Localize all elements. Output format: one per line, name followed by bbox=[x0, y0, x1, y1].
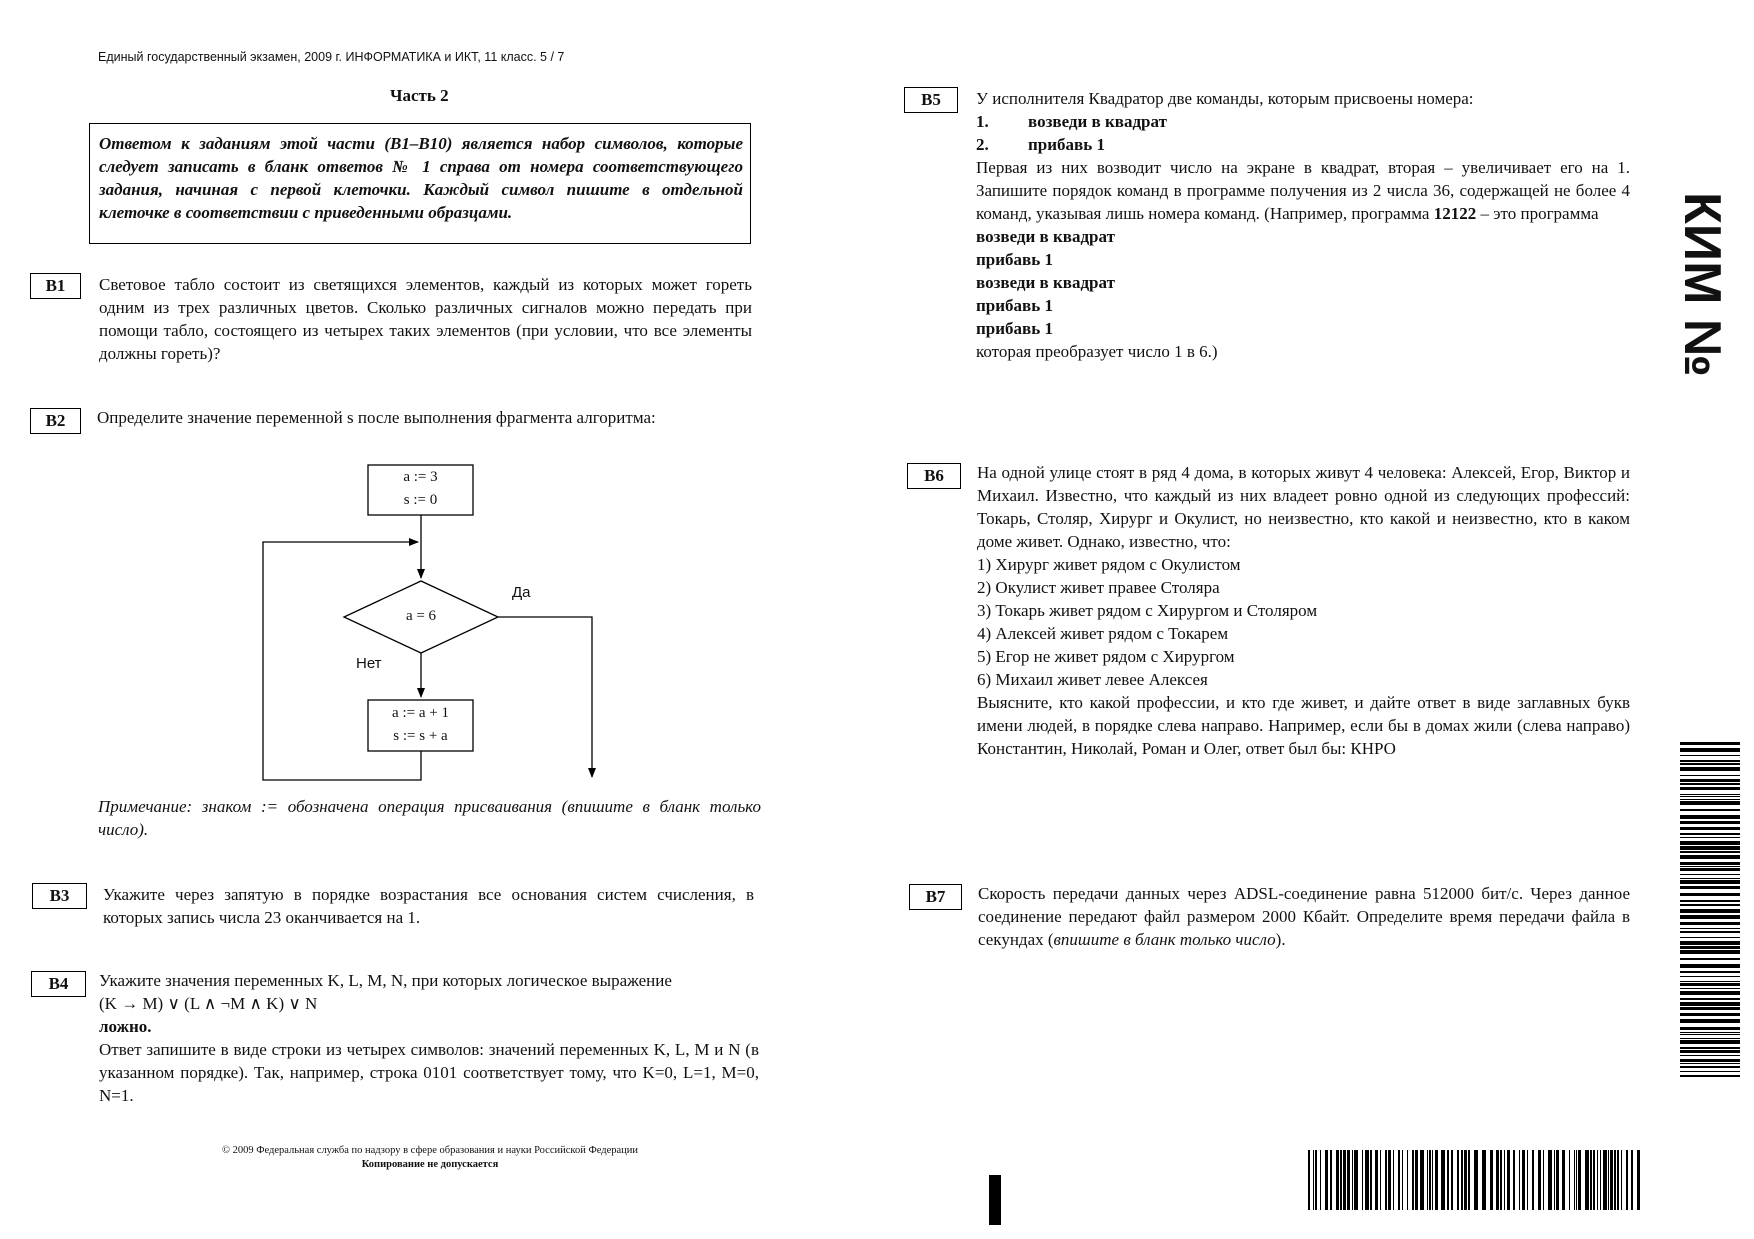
barcode-bar bbox=[1680, 866, 1740, 867]
barcode-bar bbox=[1680, 809, 1740, 811]
barcode-bar bbox=[1680, 1075, 1740, 1077]
task-b5-line3: возведи в квадрат bbox=[976, 273, 1115, 292]
barcode-bar bbox=[1631, 1150, 1633, 1210]
barcode-bar bbox=[1370, 1150, 1372, 1210]
barcode-bar bbox=[1680, 878, 1740, 879]
flowchart-yes-label: Да bbox=[512, 584, 531, 601]
barcode-bar bbox=[1680, 868, 1740, 871]
barcode-bar bbox=[1451, 1150, 1453, 1210]
barcode-bar bbox=[1427, 1150, 1428, 1210]
barcode-bar bbox=[1398, 1150, 1400, 1210]
task-text-b5 bbox=[976, 87, 1630, 363]
barcode-bar bbox=[1680, 851, 1740, 853]
barcode-bar bbox=[1464, 1150, 1467, 1210]
task-text-b3: Укажите через запятую в порядке возрастания все основания систем счисления, в которых запись числа 23 оканчивается на 1. bbox=[103, 885, 754, 927]
barcode-bar bbox=[1468, 1150, 1470, 1210]
horizontal-barcode bbox=[1308, 1150, 1643, 1210]
task-label-b4: B4 bbox=[31, 971, 86, 997]
barcode-bar bbox=[1680, 1047, 1740, 1049]
barcode-bar bbox=[1343, 1150, 1346, 1210]
task-b5-cmd2: 2. прибавь 1 bbox=[976, 135, 1105, 154]
scan-mark bbox=[989, 1175, 1001, 1225]
task-b6-fact-6: 6) Михаил живет левее Алексея bbox=[977, 670, 1208, 689]
barcode-bar bbox=[1415, 1150, 1418, 1210]
barcode-bar bbox=[1420, 1150, 1424, 1210]
part-title: Часть 2 bbox=[390, 86, 449, 105]
barcode-bar bbox=[1680, 928, 1740, 929]
barcode-bar bbox=[1680, 880, 1740, 884]
task-b5-description: Первая из них возводит число на экране в квадрат, вторая – увеличивает его на 1. Запишите порядок команд в программе получения из 2 числа 36, содержащей не более 4 команд, указывая лишь номера команд. (Например, программа 12122 – это программа bbox=[976, 158, 1630, 223]
barcode-bar bbox=[1680, 1032, 1740, 1033]
barcode-bar bbox=[1680, 1019, 1740, 1023]
barcode-bar bbox=[1680, 862, 1740, 865]
barcode-bar bbox=[1461, 1150, 1463, 1210]
barcode-bar bbox=[1680, 1055, 1740, 1056]
footer-copyright: © 2009 Федеральная служба по надзору в сфере образования и науки Российской Федерации bbox=[221, 1145, 639, 1156]
barcode-bar bbox=[1680, 815, 1740, 819]
barcode-bar bbox=[1680, 941, 1740, 945]
barcode-bar bbox=[1388, 1150, 1391, 1210]
barcode-bar bbox=[1532, 1150, 1534, 1210]
barcode-bar bbox=[1680, 846, 1740, 850]
barcode-bar bbox=[1496, 1150, 1499, 1210]
barcode-bar bbox=[1393, 1150, 1394, 1210]
barcode-bar bbox=[1513, 1150, 1515, 1210]
barcode-bar bbox=[1680, 976, 1740, 977]
task-b4-answer-note: Ответ запишите в виде строки из четырех символов: значений переменных K, L, M и N (в указанном порядке). Так, например, строка 0101 соответствует тому, что K=0, L=1, M=0, N=1. bbox=[99, 1040, 759, 1105]
task-text-b2: Определите значение переменной s после выполнения фрагмента алгоритма: bbox=[97, 408, 656, 427]
barcode-bar bbox=[1593, 1150, 1595, 1210]
vertical-barcode bbox=[1680, 742, 1740, 1079]
task-b5-line1: возведи в квадрат bbox=[976, 227, 1115, 246]
barcode-bar bbox=[1597, 1150, 1598, 1210]
task-note-b2: Примечание: знаком := обозначена операция присваивания (впишите в бланк только число). bbox=[98, 797, 761, 839]
barcode-bar bbox=[1680, 779, 1740, 782]
barcode-bar bbox=[1680, 775, 1740, 776]
task-label-b3: B3 bbox=[32, 883, 87, 909]
barcode-bar bbox=[1680, 991, 1740, 995]
task-b6-fact-1: 1) Хирург живет рядом с Окулистом bbox=[977, 555, 1241, 574]
barcode-bar bbox=[1500, 1150, 1502, 1210]
barcode-bar bbox=[1576, 1150, 1577, 1210]
barcode-bar bbox=[1574, 1150, 1575, 1210]
barcode-bar bbox=[1680, 763, 1740, 765]
barcode-bar bbox=[1680, 855, 1740, 859]
task-b6-outro: Выясните, кто какой профессии, и кто где живет, и дайте ответ в виде заглавных букв имени людей, в порядке слева направо. Например, если бы в домах жили (слева направо) Константин, Николай, Роман и Олег, ответ был бы: КНРО bbox=[977, 693, 1630, 758]
barcode-bar bbox=[1680, 841, 1740, 845]
task-b5-line2: прибавь 1 bbox=[976, 250, 1053, 269]
barcode-bar bbox=[1680, 964, 1740, 968]
barcode-bar bbox=[1680, 1059, 1740, 1062]
barcode-bar bbox=[1375, 1150, 1378, 1210]
barcode-bar bbox=[1680, 755, 1740, 756]
task-b5-line5: прибавь 1 bbox=[976, 319, 1053, 338]
barcode-bar bbox=[1556, 1150, 1559, 1210]
task-b4-expression: (K → M) ∨ (L ∧ ¬M ∧ K) ∨ N bbox=[99, 994, 318, 1013]
barcode-bar bbox=[1365, 1150, 1369, 1210]
barcode-bar bbox=[1315, 1150, 1317, 1210]
barcode-bar bbox=[1680, 1040, 1740, 1044]
task-text-b4 bbox=[99, 969, 759, 1107]
barcode-bar bbox=[1504, 1150, 1505, 1210]
task-b6-intro: На одной улице стоят в ряд 4 дома, в которых живут 4 человека: Алексей, Егор, Виктор и Михаил. Известно, что каждый из них владеет ровно одной из следующих профессий: Токарь, Столяр, Хирург и Окулист, но неизвестно, кто какой и неизвестно, кто в каком доме живет. Однако, известно, что: bbox=[977, 463, 1630, 551]
page-header: Единый государственный экзамен, 2009 г. ИНФОРМАТИКА и ИКТ, 11 класс. 5 / 7 bbox=[98, 50, 565, 64]
barcode-bar bbox=[1680, 946, 1740, 949]
flowchart-body-s: s := s + a bbox=[369, 726, 472, 747]
barcode-bar bbox=[1362, 1150, 1363, 1210]
barcode-bar bbox=[1429, 1150, 1431, 1210]
barcode-bar bbox=[1554, 1150, 1555, 1210]
barcode-bar bbox=[1538, 1150, 1541, 1210]
barcode-bar bbox=[1347, 1150, 1350, 1210]
barcode-bar bbox=[1680, 799, 1740, 800]
barcode-bar bbox=[1680, 1050, 1740, 1053]
barcode-bar bbox=[1680, 981, 1740, 982]
task-label-b6: B6 bbox=[907, 463, 961, 489]
barcode-bar bbox=[1680, 937, 1740, 938]
barcode-bar bbox=[1614, 1150, 1616, 1210]
barcode-bar bbox=[1354, 1150, 1358, 1210]
barcode-bar bbox=[1680, 1071, 1740, 1072]
task-text-b1: Световое табло состоит из светящихся элементов, каждый из которых может гореть одним из трех различных цветов. Сколько различных сигналов можно передать при помощи табло, состоящего из четырех таких элементов (при условии, что все элементы должны гореть)? bbox=[99, 275, 752, 363]
barcode-bar bbox=[1680, 833, 1740, 835]
barcode-bar bbox=[1407, 1150, 1408, 1210]
barcode-bar bbox=[1519, 1150, 1520, 1210]
barcode-bar bbox=[1680, 988, 1740, 989]
barcode-bar bbox=[1603, 1150, 1607, 1210]
page-footer bbox=[160, 1144, 700, 1172]
task-b5-closing: которая преобразует число 1 в 6.) bbox=[976, 342, 1218, 361]
barcode-bar bbox=[1610, 1150, 1613, 1210]
barcode-bar bbox=[1569, 1150, 1570, 1210]
barcode-bar bbox=[1680, 874, 1740, 875]
barcode-bar bbox=[1680, 748, 1740, 752]
barcode-bar bbox=[1680, 983, 1740, 986]
flowchart-init-a: a := 3 bbox=[369, 467, 472, 488]
barcode-bar bbox=[1680, 783, 1740, 785]
barcode-bar bbox=[1590, 1150, 1592, 1210]
barcode-bar bbox=[1490, 1150, 1493, 1210]
barcode-bar bbox=[1680, 922, 1740, 925]
task-b6-fact-4: 4) Алексей живет рядом с Токарем bbox=[977, 624, 1229, 643]
barcode-bar bbox=[1680, 1066, 1740, 1068]
barcode-bar bbox=[1352, 1150, 1353, 1210]
footer-copy-note: Копирование не допускается bbox=[361, 1159, 499, 1170]
barcode-bar bbox=[1308, 1150, 1310, 1210]
barcode-bar bbox=[1432, 1150, 1433, 1210]
barcode-bar bbox=[1680, 827, 1740, 830]
barcode-bar bbox=[1680, 900, 1740, 902]
instructions-text: Ответом к заданиям этой части (В1–В10) является набор символов, которые следует записать в бланк ответов № 1 справа от номера соответствующего задания, начиная с первой клеточки. Каждый символ пишите в отдельной клеточке в соответствии с приведенными образцами. bbox=[99, 134, 743, 222]
barcode-bar bbox=[1680, 1002, 1740, 1006]
barcode-bar bbox=[1626, 1150, 1628, 1210]
barcode-bar bbox=[1680, 794, 1740, 795]
barcode-bar bbox=[1507, 1150, 1510, 1210]
barcode-bar bbox=[1680, 760, 1740, 762]
barcode-bar bbox=[1680, 821, 1740, 824]
barcode-bar bbox=[1380, 1150, 1381, 1210]
barcode-bar bbox=[1543, 1150, 1544, 1210]
task-b5-cmd1: 1. возведи в квадрат bbox=[976, 112, 1167, 131]
barcode-bar bbox=[1680, 1034, 1740, 1035]
flowchart-no-label: Нет bbox=[356, 655, 382, 672]
barcode-bar bbox=[1435, 1150, 1438, 1210]
task-text-b7: Скорость передачи данных через ADSL-соединение равна 512000 бит/c. Через данное соединение передают файл размером 2000 Кбайт. Определите время передачи файла в секундах (впишите в бланк только число). bbox=[978, 884, 1630, 949]
kim-number-label: КИМ № bbox=[1673, 192, 1731, 377]
barcode-bar bbox=[1621, 1150, 1622, 1210]
barcode-bar bbox=[1680, 958, 1740, 960]
barcode-bar bbox=[1474, 1150, 1478, 1210]
barcode-bar bbox=[1330, 1150, 1332, 1210]
task-b6-fact-2: 2) Окулист живет правее Столяра bbox=[977, 578, 1220, 597]
barcode-bar bbox=[1562, 1150, 1565, 1210]
task-b4-false: ложно. bbox=[99, 1017, 152, 1036]
barcode-bar bbox=[1313, 1150, 1314, 1210]
barcode-bar bbox=[1680, 1063, 1740, 1064]
barcode-bar bbox=[1527, 1150, 1528, 1210]
task-label-b1: B1 bbox=[30, 273, 81, 299]
flowchart-condition: a = 6 bbox=[405, 608, 437, 624]
task-b5-line4: прибавь 1 bbox=[976, 296, 1053, 315]
barcode-bar bbox=[1680, 787, 1740, 790]
barcode-bar bbox=[1680, 909, 1740, 913]
task-label-b7: B7 bbox=[909, 884, 962, 910]
barcode-bar bbox=[1340, 1150, 1342, 1210]
barcode-bar bbox=[1457, 1150, 1459, 1210]
task-label-b5: B5 bbox=[904, 87, 958, 113]
barcode-bar bbox=[1680, 998, 1740, 1000]
barcode-bar bbox=[1680, 893, 1740, 896]
barcode-bar bbox=[1680, 931, 1740, 933]
barcode-bar bbox=[1680, 1038, 1740, 1039]
barcode-bar bbox=[1680, 837, 1740, 838]
barcode-bar bbox=[1320, 1150, 1321, 1210]
task-b6-fact-5: 5) Егор не живет рядом с Хирургом bbox=[977, 647, 1235, 666]
barcode-bar bbox=[1402, 1150, 1403, 1210]
barcode-bar bbox=[1441, 1150, 1445, 1210]
task-b4-intro: Укажите значения переменных K, L, M, N, при которых логическое выражение bbox=[99, 971, 672, 990]
barcode-bar bbox=[1680, 1013, 1740, 1016]
barcode-bar bbox=[1608, 1150, 1609, 1210]
barcode-bar bbox=[1522, 1150, 1525, 1210]
barcode-bar bbox=[1600, 1150, 1601, 1210]
barcode-bar bbox=[1385, 1150, 1387, 1210]
barcode-bar bbox=[1617, 1150, 1619, 1210]
task-b6-fact-3: 3) Токарь живет рядом с Хирургом и Столяром bbox=[977, 601, 1318, 620]
barcode-bar bbox=[1680, 904, 1740, 906]
barcode-bar bbox=[1325, 1150, 1328, 1210]
barcode-bar bbox=[1482, 1150, 1486, 1210]
barcode-bar bbox=[1637, 1150, 1640, 1210]
barcode-bar bbox=[1680, 796, 1740, 797]
barcode-bar bbox=[1680, 767, 1740, 771]
task-label-b2: B2 bbox=[30, 408, 81, 434]
barcode-bar bbox=[1578, 1150, 1581, 1210]
barcode-bar bbox=[1680, 801, 1740, 805]
barcode-bar bbox=[1336, 1150, 1339, 1210]
barcode-bar bbox=[1680, 1007, 1740, 1010]
barcode-bar bbox=[1680, 742, 1740, 745]
barcode-bar bbox=[1585, 1150, 1589, 1210]
barcode-bar bbox=[1447, 1150, 1449, 1210]
barcode-bar bbox=[1680, 1027, 1740, 1030]
barcode-bar bbox=[1680, 971, 1740, 973]
flowchart-init-s: s := 0 bbox=[369, 490, 472, 511]
barcode-bar bbox=[1680, 886, 1740, 889]
barcode-bar bbox=[1548, 1150, 1552, 1210]
task-text-b6 bbox=[977, 461, 1630, 760]
barcode-bar bbox=[1680, 915, 1740, 919]
barcode-bar bbox=[1412, 1150, 1414, 1210]
task-b5-intro: У исполнителя Квадратор две команды, которым присвоены номера: bbox=[976, 89, 1474, 108]
flowchart-body-a: a := a + 1 bbox=[369, 703, 472, 724]
barcode-bar bbox=[1680, 950, 1740, 954]
